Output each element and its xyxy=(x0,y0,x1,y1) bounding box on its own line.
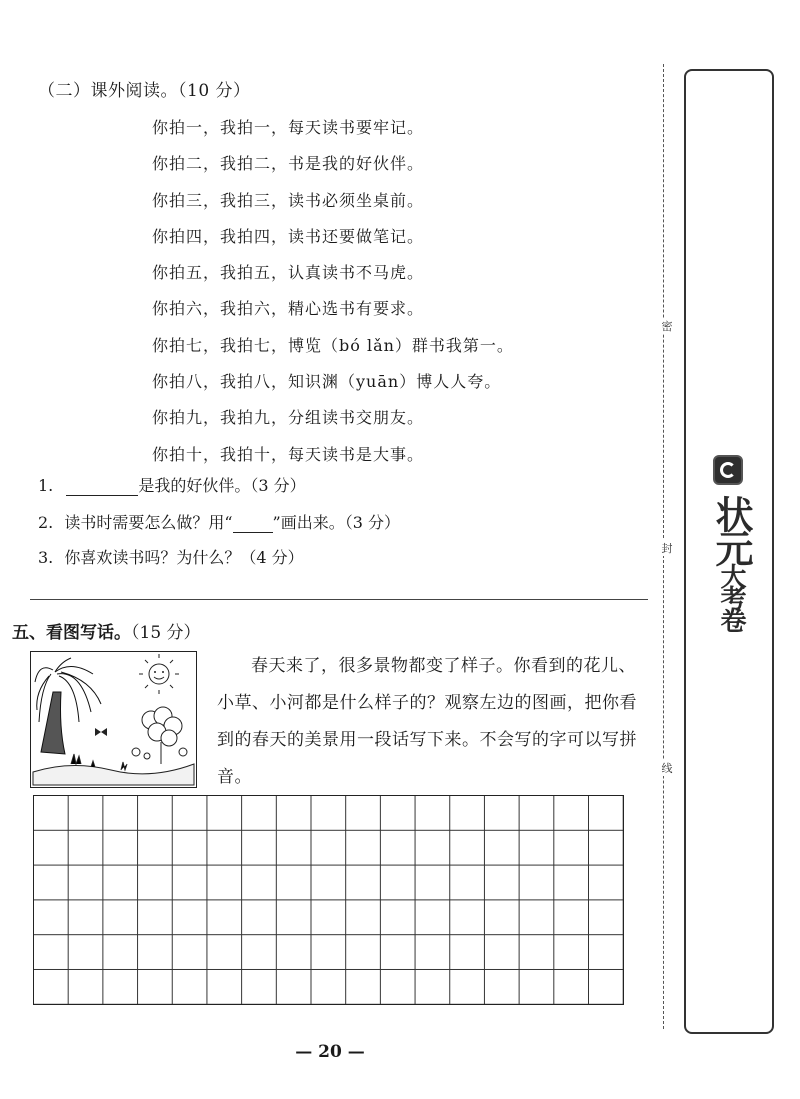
poem-line: 你拍九，我拍九，分组读书交朋友。 xyxy=(152,408,425,428)
logo-text-big: 状元 xyxy=(709,495,753,563)
question-1-number: 1. xyxy=(38,476,54,495)
binding-mark-line: 线 xyxy=(661,762,673,775)
question-3 xyxy=(38,545,304,568)
question-2-text-before: 读书时需要怎么做？用“ xyxy=(64,513,233,532)
writing-prompt-paragraph: 春天来了，很多景物都变了样子。你看到的花儿、小草、小河都是什么样子的？观察左边的图画，把你看到的春天的美景用一段话写下来。不会写的字可以写拼音。 xyxy=(217,656,637,787)
picture-writing-heading xyxy=(12,618,201,643)
poem-line: 你拍七，我拍七，博览（bó lǎn）群书我第一。 xyxy=(152,335,514,355)
poem-line: 你拍二，我拍二，书是我的好伙伴。 xyxy=(152,154,425,174)
logo-text-small: 大考卷 xyxy=(716,563,746,629)
question-1-text: 是我的好伙伴。（3 分） xyxy=(138,476,306,495)
picture-writing-score: （15 分） xyxy=(131,623,201,643)
underline-sample xyxy=(233,513,273,533)
butterfly-shape xyxy=(95,728,107,736)
brand-logo xyxy=(706,455,756,655)
flower-bush xyxy=(132,707,187,764)
writing-grid[interactable] xyxy=(33,795,624,1005)
picture-writing-title: 五、看图写话。 xyxy=(12,623,131,643)
poem-line: 你拍六，我拍六，精心选书有要求。 xyxy=(152,299,425,319)
poem-line: 你拍三，我拍三，读书必须坐桌前。 xyxy=(152,190,425,210)
willow-branches xyxy=(35,658,101,722)
poem-line: 你拍四，我拍四，读书还要做笔记。 xyxy=(152,226,425,246)
logo-badge-icon xyxy=(713,455,743,485)
binding-mark-sealed: 封 xyxy=(661,542,673,555)
tree-trunk-shape xyxy=(41,692,65,754)
poem-line: 你拍五，我拍五，认真读书不马虎。 xyxy=(152,263,425,283)
reading-section-heading: （二）课外阅读。（10 分） xyxy=(38,81,251,101)
logo-wordmark xyxy=(708,495,754,645)
section-divider xyxy=(30,599,648,600)
question-3-text: 你喜欢读书吗？为什么？（4 分） xyxy=(64,548,304,567)
poem-line: 你拍八，我拍八，知识渊（yuān）博人人夸。 xyxy=(152,372,502,392)
sun-icon xyxy=(139,654,179,694)
spring-scene-drawing xyxy=(31,652,196,787)
question-3-number: 3. xyxy=(38,548,54,567)
logo-badge-ring xyxy=(720,462,736,478)
poem-line: 你拍十，我拍十，每天读书是大事。 xyxy=(152,444,425,464)
question-2-number: 2. xyxy=(38,513,54,532)
poem-line: 你拍一，我拍一，每天读书要牢记。 xyxy=(152,118,425,137)
answer-blank[interactable] xyxy=(66,476,138,496)
question-2 xyxy=(38,510,400,533)
question-2-text-after: ”画出来。（3 分） xyxy=(272,513,400,532)
page-number: — 20 — xyxy=(295,1042,365,1062)
binding-mark-seal: 密 xyxy=(661,320,673,333)
spring-scene-illustration xyxy=(30,651,197,788)
clapping-rhyme-poem xyxy=(152,116,514,479)
question-1 xyxy=(38,473,306,496)
